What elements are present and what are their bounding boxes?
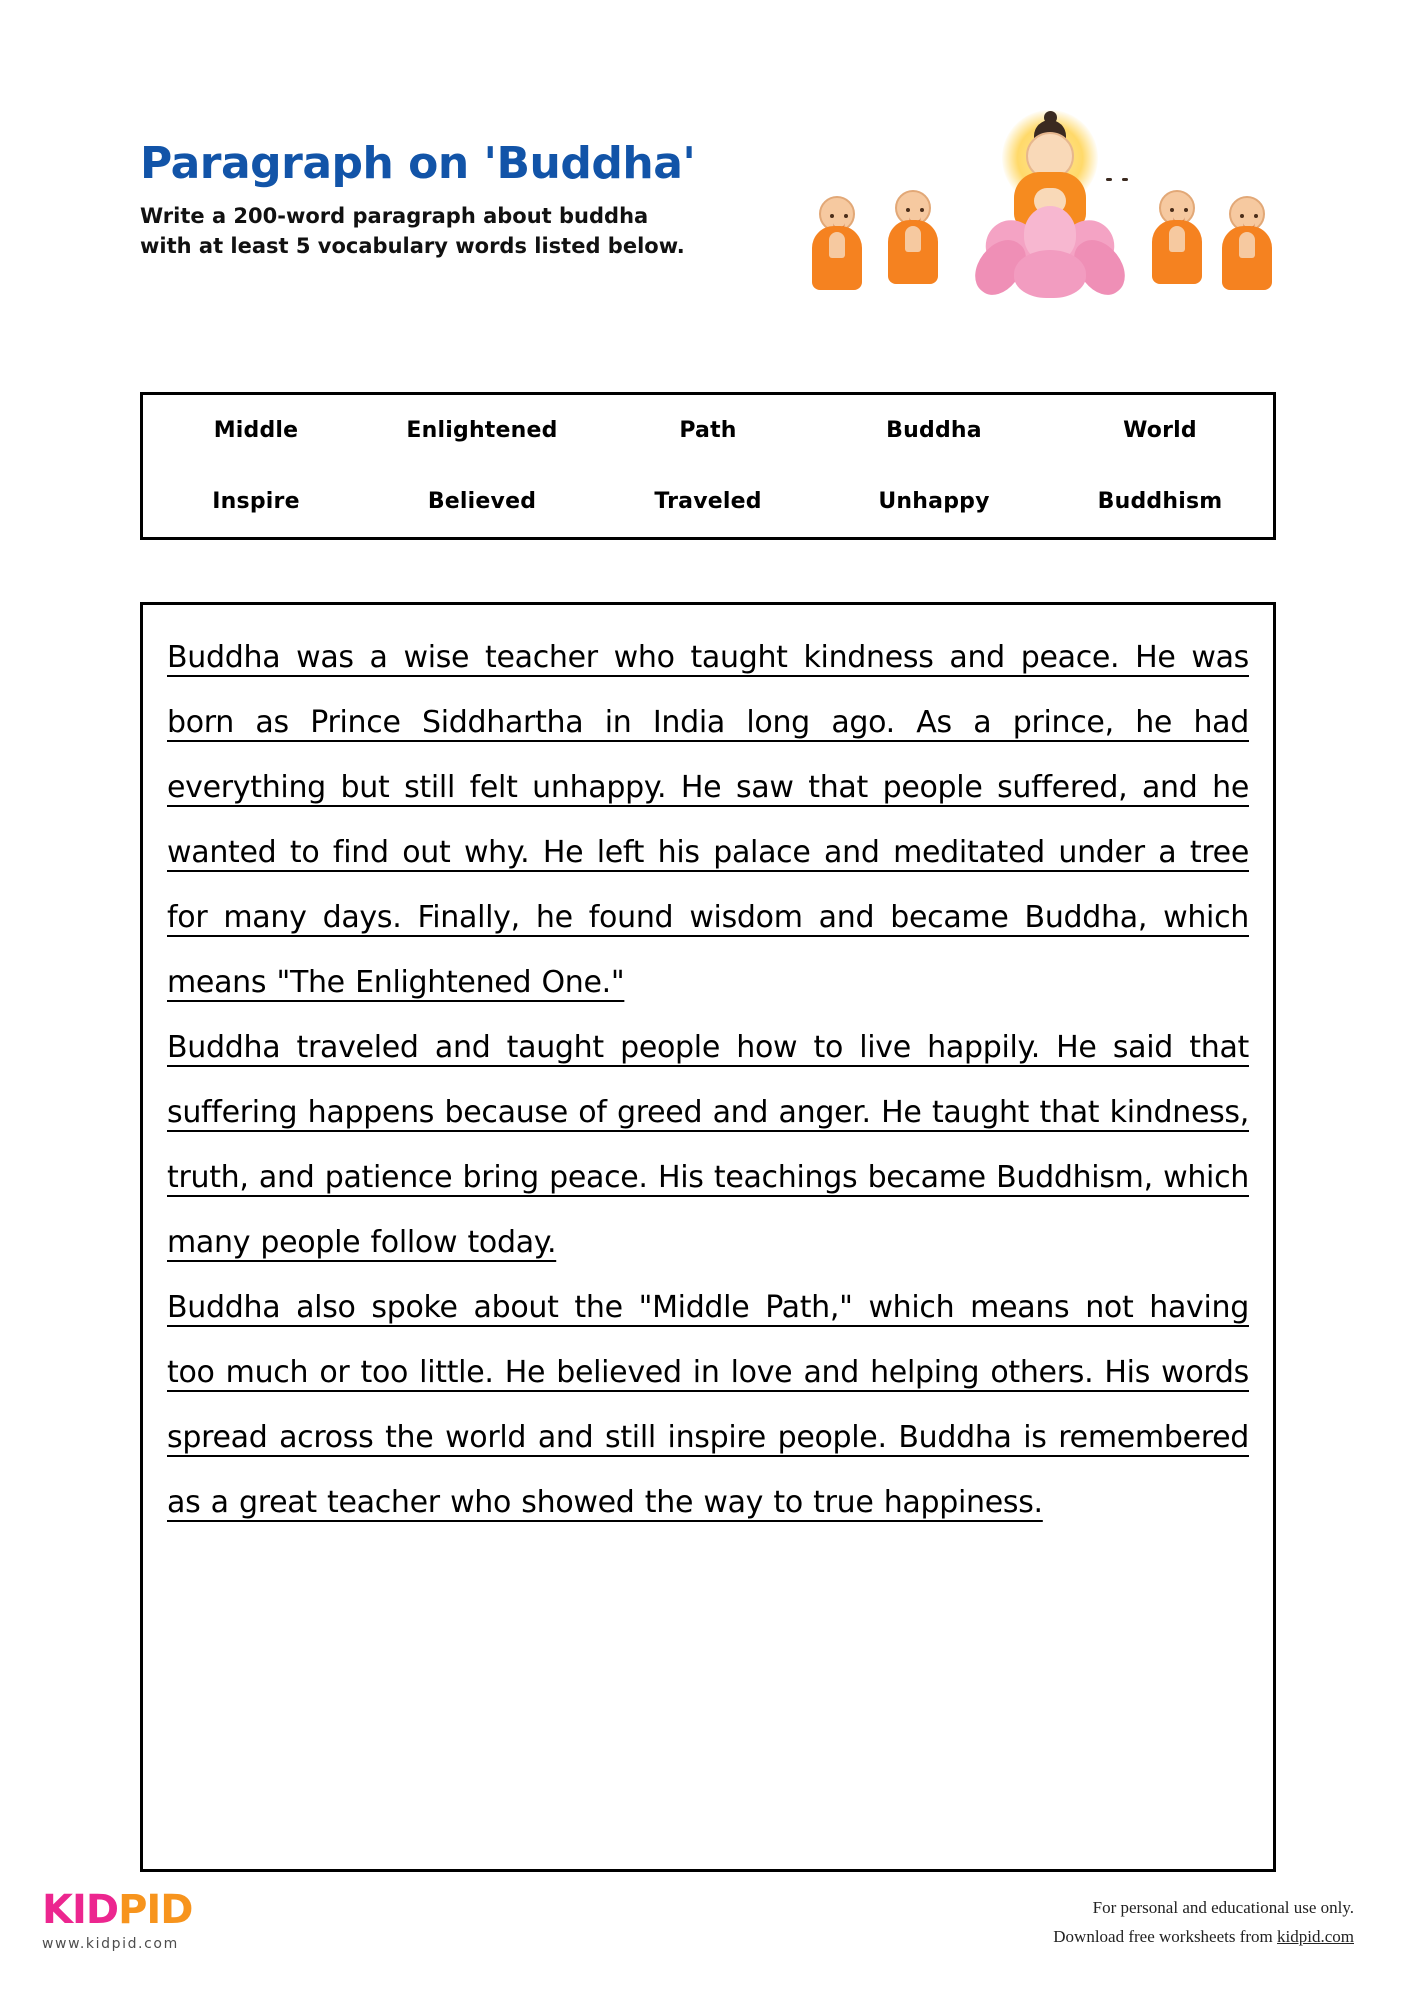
buddha-figure-icon bbox=[960, 110, 1140, 310]
monk-icon bbox=[1220, 196, 1274, 292]
vocabulary-word: Inspire bbox=[212, 489, 300, 514]
buddha-illustration bbox=[810, 110, 1270, 340]
monk-icon bbox=[886, 190, 940, 286]
vocabulary-row-1 bbox=[143, 395, 1273, 466]
logo-wordmark bbox=[42, 1887, 193, 1933]
vocabulary-word: Buddhism bbox=[1097, 489, 1223, 514]
footer-usage-note bbox=[1053, 1894, 1354, 1952]
answer-paragraph-2: Buddha traveled and taught people how to live happily. He said that suffering happens because of greed and anger. He taught that kindness, truth, and patience bring peace. His teachings became Buddhism, which many people follow today. bbox=[167, 1030, 1249, 1260]
subtitle-line-2: with at least 5 vocabulary words listed below. bbox=[140, 234, 685, 259]
vocabulary-word: Unhappy bbox=[878, 489, 990, 514]
footer-note-line-1: For personal and educational use only. bbox=[1092, 1898, 1354, 1917]
monk-robe-icon bbox=[812, 226, 862, 290]
monk-icon bbox=[810, 196, 864, 292]
footer-note-line-2 bbox=[1053, 1923, 1354, 1952]
logo-pid-text: PID bbox=[118, 1887, 193, 1933]
lotus-petal bbox=[1014, 250, 1086, 298]
vocabulary-row-2 bbox=[143, 466, 1273, 537]
vocabulary-word: Path bbox=[679, 418, 737, 443]
monk-robe-icon bbox=[1222, 226, 1272, 290]
vocabulary-word: Enlightened bbox=[406, 418, 558, 443]
page-title: Paragraph on 'Buddha' bbox=[140, 138, 696, 189]
kidpid-link[interactable]: kidpid.com bbox=[1277, 1926, 1354, 1946]
answer-writing-box[interactable] bbox=[140, 602, 1276, 1872]
page-subtitle bbox=[140, 202, 780, 262]
logo-kid-text: KID bbox=[42, 1887, 119, 1933]
kidpid-logo[interactable] bbox=[42, 1887, 193, 1952]
footer-note-prefix: Download free worksheets from bbox=[1053, 1926, 1278, 1946]
lotus-flower-icon bbox=[970, 206, 1130, 302]
logo-website-url: www.kidpid.com bbox=[42, 1936, 179, 1952]
monk-robe-icon bbox=[888, 220, 938, 284]
page-footer bbox=[0, 1887, 1414, 2000]
vocabulary-word: Middle bbox=[213, 418, 299, 443]
vocabulary-word: World bbox=[1123, 418, 1197, 443]
answer-paragraph-3: Buddha also spoke about the "Middle Path," which means not having too much or too little. He believed in love and helping others. His words spread across the world and still inspire people. Buddha is remembered as a great teacher who showed the way to true happiness. bbox=[167, 1290, 1249, 1520]
monk-robe-icon bbox=[1152, 220, 1202, 284]
monk-icon bbox=[1150, 190, 1204, 286]
vocabulary-word: Buddha bbox=[886, 418, 982, 443]
vocabulary-box bbox=[140, 392, 1276, 540]
vocabulary-word: Believed bbox=[427, 489, 537, 514]
vocabulary-word: Traveled bbox=[654, 489, 762, 514]
subtitle-line-1: Write a 200-word paragraph about buddha bbox=[140, 204, 649, 229]
answer-paragraph-1: Buddha was a wise teacher who taught kindness and peace. He was born as Prince Siddhartha in India long ago. As a prince, he had everything but still felt unhappy. He saw that people suffered, and he wanted to find out why. He left his palace and meditated under a tree for many days. Finally, he found wisdom and became Buddha, which means "The Enlightened One." bbox=[167, 640, 1249, 1000]
